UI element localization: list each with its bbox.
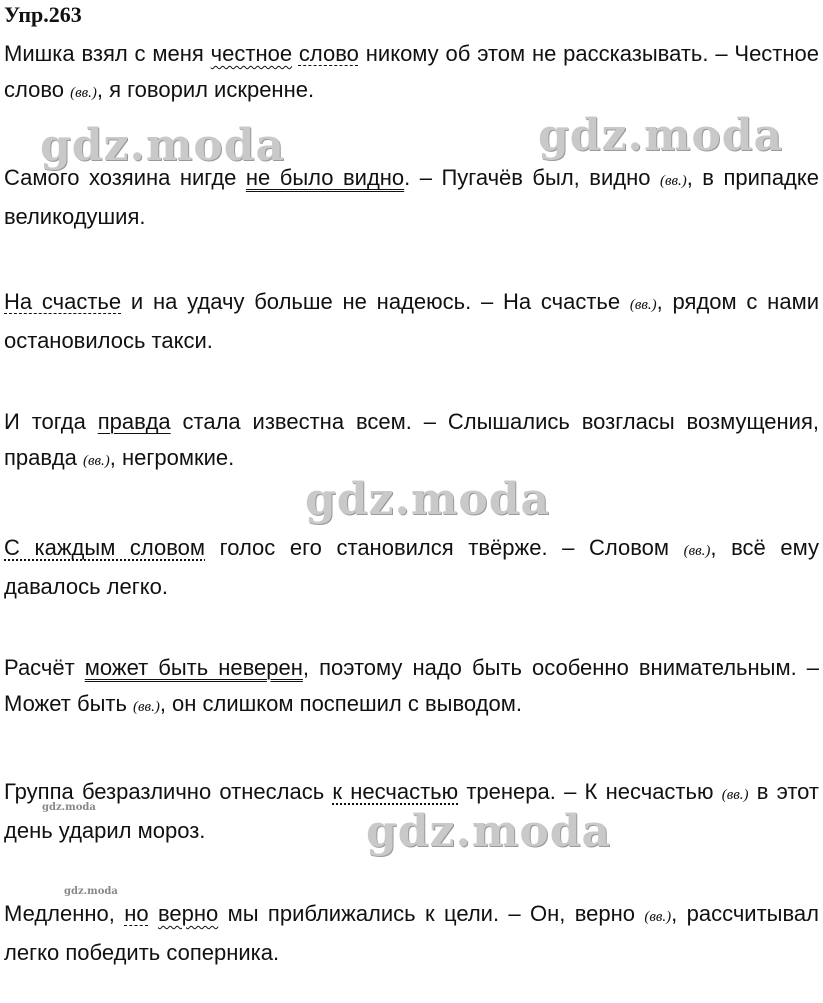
- text-segment: , рядом с нами остановилось такси.: [4, 289, 819, 353]
- text-segment: мы приближались к цели. – Он, верно: [218, 901, 645, 926]
- sentence-pair-3: [4, 284, 819, 359]
- text-segment: , в припадке великодушия.: [4, 165, 819, 229]
- text-segment: , я говорил искренне.: [96, 77, 315, 102]
- underlined-word: честное: [210, 41, 293, 66]
- text-segment: , всё ему давалось легко.: [4, 535, 819, 599]
- intro-word-abbr: (вв.): [133, 699, 160, 715]
- text-segment: голос его становился твёрже. – Словом: [205, 535, 684, 560]
- intro-word-abbr: (вв.): [629, 297, 657, 313]
- underlined-phrase: На счастье: [4, 289, 122, 314]
- text-segment: И тогда: [4, 409, 98, 434]
- underlined-phrase: к несчастью: [332, 779, 459, 804]
- sentence-pair-1: [4, 36, 819, 111]
- sentence-pair-6: [4, 650, 819, 725]
- underlined-word: правда: [97, 409, 171, 434]
- sentence-pair-8: [4, 896, 819, 971]
- text-segment: в этот день ударил мороз.: [4, 779, 820, 843]
- sentence-pair-7: [4, 774, 819, 849]
- text-segment: Группа безразлично отнеслась: [4, 779, 333, 804]
- underlined-word: слово: [298, 41, 359, 66]
- text-segment: Самого хозяина нигде: [4, 165, 246, 190]
- sentence-pair-2: [4, 160, 819, 235]
- watermark-small: gdz.moda: [42, 802, 96, 813]
- underlined-word: верно: [157, 901, 219, 926]
- watermark: gdz.moda: [538, 110, 784, 161]
- text-segment: , негромкие.: [109, 445, 235, 470]
- text-segment: , рассчитывал легко победить соперника.: [4, 901, 819, 965]
- underlined-phrase: С каждым словом: [4, 535, 206, 560]
- sentence-pair-5: [4, 530, 819, 605]
- watermark: gdz.moda: [366, 806, 612, 857]
- text-segment: Медленно,: [4, 901, 125, 926]
- text-segment: Расчёт: [4, 655, 85, 680]
- watermark: gdz.moda: [305, 474, 551, 525]
- watermark-small: gdz.moda: [64, 886, 118, 897]
- intro-word-abbr: (вв.): [70, 85, 97, 101]
- underlined-phrase: не было видно: [245, 165, 405, 190]
- intro-word-abbr: (вв.): [659, 173, 687, 189]
- intro-word-abbr: (вв.): [83, 453, 110, 469]
- text-segment: , поэтому надо быть особенно внимательным. – Может быть: [4, 655, 819, 716]
- text-segment: тренера. – К несчастью: [458, 779, 722, 804]
- intro-word-abbr: (вв.): [721, 787, 749, 803]
- text-segment: стала известна всем. – Слышались возгласы возмущения, правда: [4, 409, 819, 470]
- underlined-word: но: [124, 901, 149, 926]
- text-segment: Мишка взял с меня: [4, 41, 211, 66]
- intro-word-abbr: (вв.): [644, 909, 672, 925]
- text-segment: никому об этом не рассказывать. – Честное слово: [4, 41, 819, 102]
- watermark: gdz.moda: [40, 120, 286, 171]
- sentence-pair-4: [4, 404, 819, 479]
- text-segment: и на удачу больше не надеюсь. – На счастье: [121, 289, 630, 314]
- text-segment: . – Пугачёв был, видно: [404, 165, 660, 190]
- underlined-phrase: может быть неверен: [84, 655, 303, 680]
- text-segment: , он слишком поспешил с выводом.: [159, 691, 522, 716]
- intro-word-abbr: (вв.): [683, 543, 711, 559]
- exercise-title: Упр.263: [4, 2, 82, 27]
